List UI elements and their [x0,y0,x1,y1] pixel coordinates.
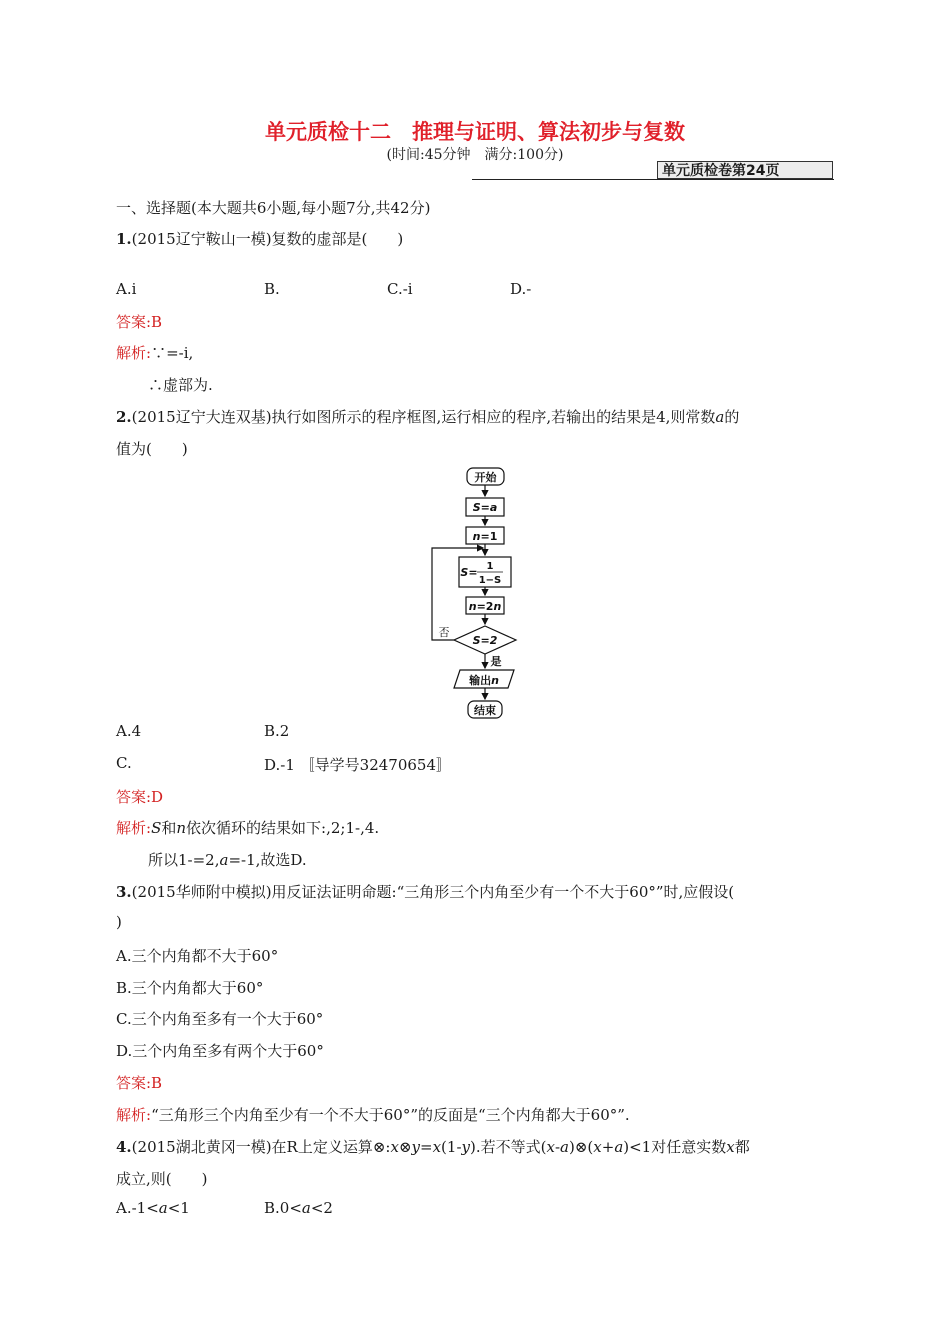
q1-option-c: C.-i [387,280,413,298]
page-reference-badge: 单元质检卷第24页 [657,161,833,179]
flow-init-s-label: S=a [472,501,498,514]
q2-analysis-label: 解析: [116,819,152,837]
q2-option-b: B.2 [264,722,290,740]
q2-option-d: D.-1 [264,756,295,774]
section-heading: 一、选择题(本大题共6小题,每小题7分,共42分) [116,199,431,217]
question-3-stem [116,881,734,902]
flow-no-label: 否 [438,626,450,639]
flow-update-s-numerator: 1 [486,561,494,572]
flow-condition-label: S=2 [472,634,498,647]
header-rule [472,179,834,180]
question-2-stem [116,406,739,427]
q3-analysis: 解析:“三角形三个内角至少有一个不大于60°”的反面是“三个内角都大于60°”. [116,1106,630,1124]
flow-update-s-denominator: 1−S [478,575,502,586]
q1-analysis [116,342,193,363]
question-2-text: (2015辽宁大连双基)执行如图所示的程序框图,运行相应的程序,若输出的结果是4,则常数 [131,408,716,426]
flow-end-label: 结束 [474,704,496,717]
question-4-stem: 4.(2015湖北黄冈一模)在R上定义运算⊗:x⊗y=x(1-y).若不等式(x-a)⊗(x+a)<1对任意实数x都 [116,1138,750,1156]
q1-analysis-line1: ∵=-i, [151,344,194,362]
q3-option-a: A.三个内角都不大于60° [116,947,279,965]
question-1-text: (2015辽宁鞍山一模)复数的虚部是( ) [131,230,404,248]
q2-analysis: 解析:S和n依次循环的结果如下:,2;1-,4. [116,819,380,837]
question-3-text: (2015华师附中模拟)用反证法证明命题:“三角形三个内角至少有一个不大于60°”时,应假设( [131,883,735,901]
flow-start-label: 开始 [474,471,497,484]
page-subtitle: (时间:45分钟 满分:100分) [386,147,564,163]
q1-answer: 答案:B [116,313,163,331]
q2-analysis-line2: 所以1-=2,a=-1,故选D. [148,851,307,869]
question-3-stem-line2: ) [116,913,122,931]
question-1-number: 1. [116,230,132,248]
question-4-stem-line2: 成立,则( ) [116,1170,208,1188]
q2-answer: 答案:D [116,788,164,806]
program-flowchart [425,464,525,724]
question-2-text-end: 的 [724,408,740,426]
question-2-stem-line2: 值为( ) [116,440,188,458]
question-3-number: 3. [116,883,132,901]
q3-answer: 答案:B [116,1074,163,1092]
page-title: 单元质检十二 推理与证明、算法初步与复数 [265,120,685,144]
q2-option-c: C. [116,754,132,772]
question-4-number: 4. [116,1138,132,1156]
q2-option-a: A.4 [116,722,142,740]
flow-output-label: 输出n [469,674,499,687]
q4-option-b: B.0<a<2 [264,1199,333,1217]
q2-option-d-row [264,754,451,775]
q1-option-a: A.i [116,280,137,298]
question-2-variable: a [715,408,725,426]
flow-yes-label: 是 [490,655,502,668]
q1-analysis-label: 解析: [116,344,152,362]
q3-option-b: B.三个内角都大于60° [116,979,264,997]
q3-analysis-label: 解析: [116,1106,152,1124]
flow-double-n-label: n=2n [468,600,502,613]
q4-option-a: A.-1<a<1 [116,1199,190,1217]
flow-update-s-lhs: S= [460,566,478,579]
q2-guide-number-tag: 〚导学号32470654〛 [299,756,452,774]
question-1-stem [116,228,403,249]
q1-option-b: B. [264,280,280,298]
question-2-number: 2. [116,408,132,426]
q3-option-d: D.三个内角至多有两个大于60° [116,1042,324,1060]
q1-analysis-line2: ∴虚部为. [148,376,213,394]
q1-option-d: D.- [510,280,532,298]
q3-option-c: C.三个内角至多有一个大于60° [116,1010,324,1028]
flow-init-n-label: n=1 [472,530,498,543]
